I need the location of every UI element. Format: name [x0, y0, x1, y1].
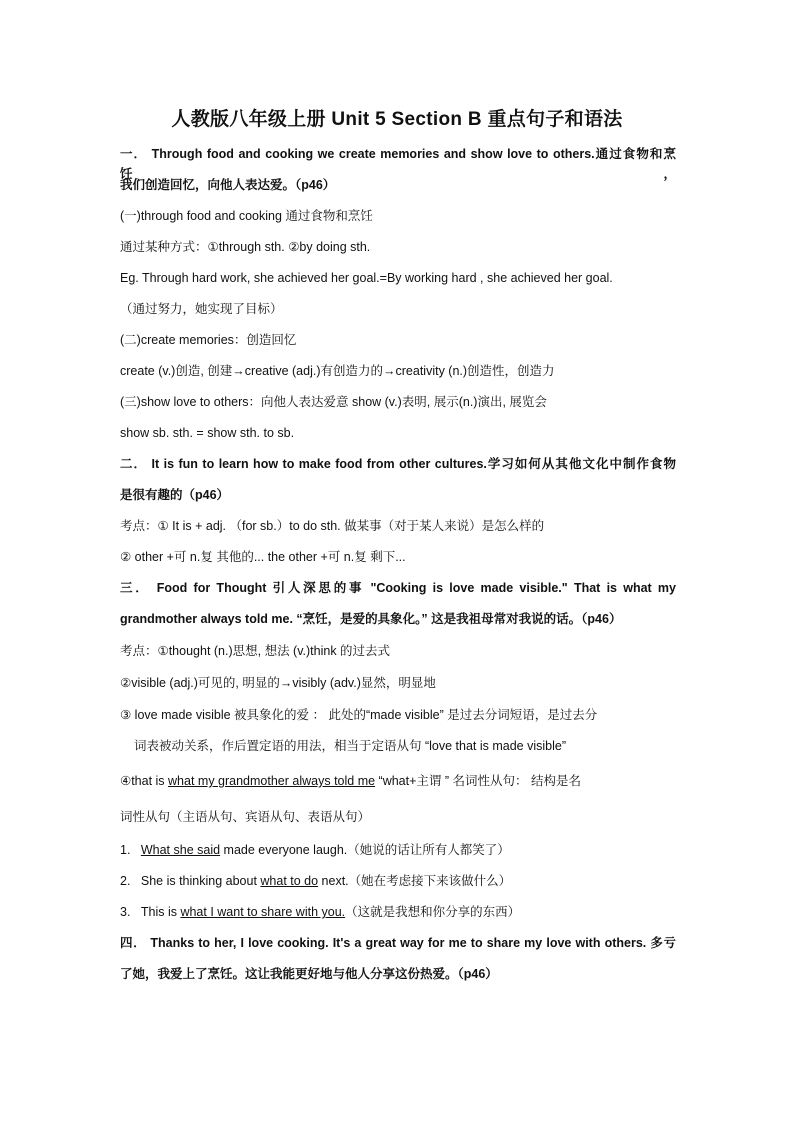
section-2-heading-cont: 是很有趣的（p46） [120, 488, 230, 502]
example-3-2-post: next.（她在考虑接下来该做什么） [318, 874, 512, 888]
section-4-heading-cont: 了她，我爱上了烹饪。这让我能更好地与他人分享这份热爱。（p46） [120, 967, 498, 981]
example-number: 2. [120, 874, 131, 888]
point-1-1-methods: 通过某种方式：①through sth. ②by doing sth. [120, 240, 371, 254]
example-3-2-underlined: what to do [260, 874, 319, 888]
example-number: 1. [120, 843, 131, 857]
point-1-3: (三)show love to others：向他人表达爱意 show (v.)表明, 展示(n.)演出, 展览会 [120, 395, 547, 409]
example-3-2 [120, 871, 676, 891]
section-1-heading: 一． Through food and cooking we create memories and show love to others.通过食物和烹饪， [120, 147, 676, 181]
point-3-4-post: “what+主谓 ” 名词性从句： 结构是名 [375, 774, 581, 788]
point-2-1: 考点：① It is + adj. （for sb.）to do sth. 做某事（对于某人来说）是怎么样的 [120, 519, 545, 533]
example-3-1-post: made everyone laugh.（她说的话让所有人都笑了） [220, 843, 510, 857]
example-3-3-post: （这就是我想和你分享的东西） [345, 905, 521, 919]
point-3-4-underlined: what my grandmother always told me [168, 774, 376, 788]
example-number: 3. [120, 905, 131, 919]
point-3-4-pre: ④that is [120, 774, 169, 788]
point-3-1: 考点：①thought (n.)思想, 想法 (v.)think 的过去式 [120, 644, 391, 658]
point-3-2: ②visible (adj.)可见的, 明显的→visibly (adv.)显然，明显地 [120, 676, 436, 690]
example-3-2-pre: She is thinking about [140, 874, 261, 888]
section-2-heading: 二． It is fun to learn how to make food from other cultures.学习如何从其他文化中制作食物 [120, 457, 676, 471]
example-3-3-underlined: what I want to share with you. [180, 905, 346, 919]
point-1-1: (一)through food and cooking 通过食物和烹饪 [120, 209, 373, 223]
example-1: Eg. Through hard work, she achieved her goal.=By working hard , she achieved her goal. [120, 271, 613, 285]
point-3-4 [120, 771, 676, 791]
section-3-heading-cont: grandmother always told me. “烹饪，是爱的具象化。” 这是我祖母常对我说的话。（p46） [120, 612, 622, 626]
example-3-3-pre: This is [140, 905, 181, 919]
example-3-3 [120, 902, 676, 922]
point-1-2-detail: create (v.)创造, 创建→creative (adj.)有创造力的→creativity (n.)创造性，创造力 [120, 364, 555, 378]
point-3-4-cont: 词性从句（主语从句、宾语从句、表语从句） [120, 810, 371, 824]
page-title: 人教版八年级上册 Unit 5 Section B 重点句子和语法 [171, 109, 623, 130]
section-1-heading-cont: 我们创造回忆，向他人表达爱。（p46） [120, 178, 336, 192]
section-3-heading: 三． Food for Thought 引人深思的事 "Cooking is love made visible." That is what my [120, 581, 676, 595]
example-3-1-underlined: What she said [140, 843, 221, 857]
point-2-2: ② other +可 n.复 其他的... the other +可 n.复 剩下... [120, 550, 406, 564]
point-3-3-cont: 词表被动关系，作后置定语的用法，相当于定语从句 “love that is made visible” [134, 739, 567, 753]
point-3-3: ③ love made visible 被具象化的爱 ： 此处的“made visible” 是过去分词短语，是过去分 [120, 708, 598, 722]
section-4-heading: 四． Thanks to her, I love cooking. It's a great way for me to share my love with others. 多亏 [120, 936, 676, 950]
point-1-2: (二)create memories：创造回忆 [120, 333, 297, 347]
example-1-translation: （通过努力，她实现了目标） [120, 302, 283, 316]
example-3-1 [120, 840, 676, 860]
point-1-3-detail: show sb. sth. = show sth. to sb. [120, 426, 295, 440]
